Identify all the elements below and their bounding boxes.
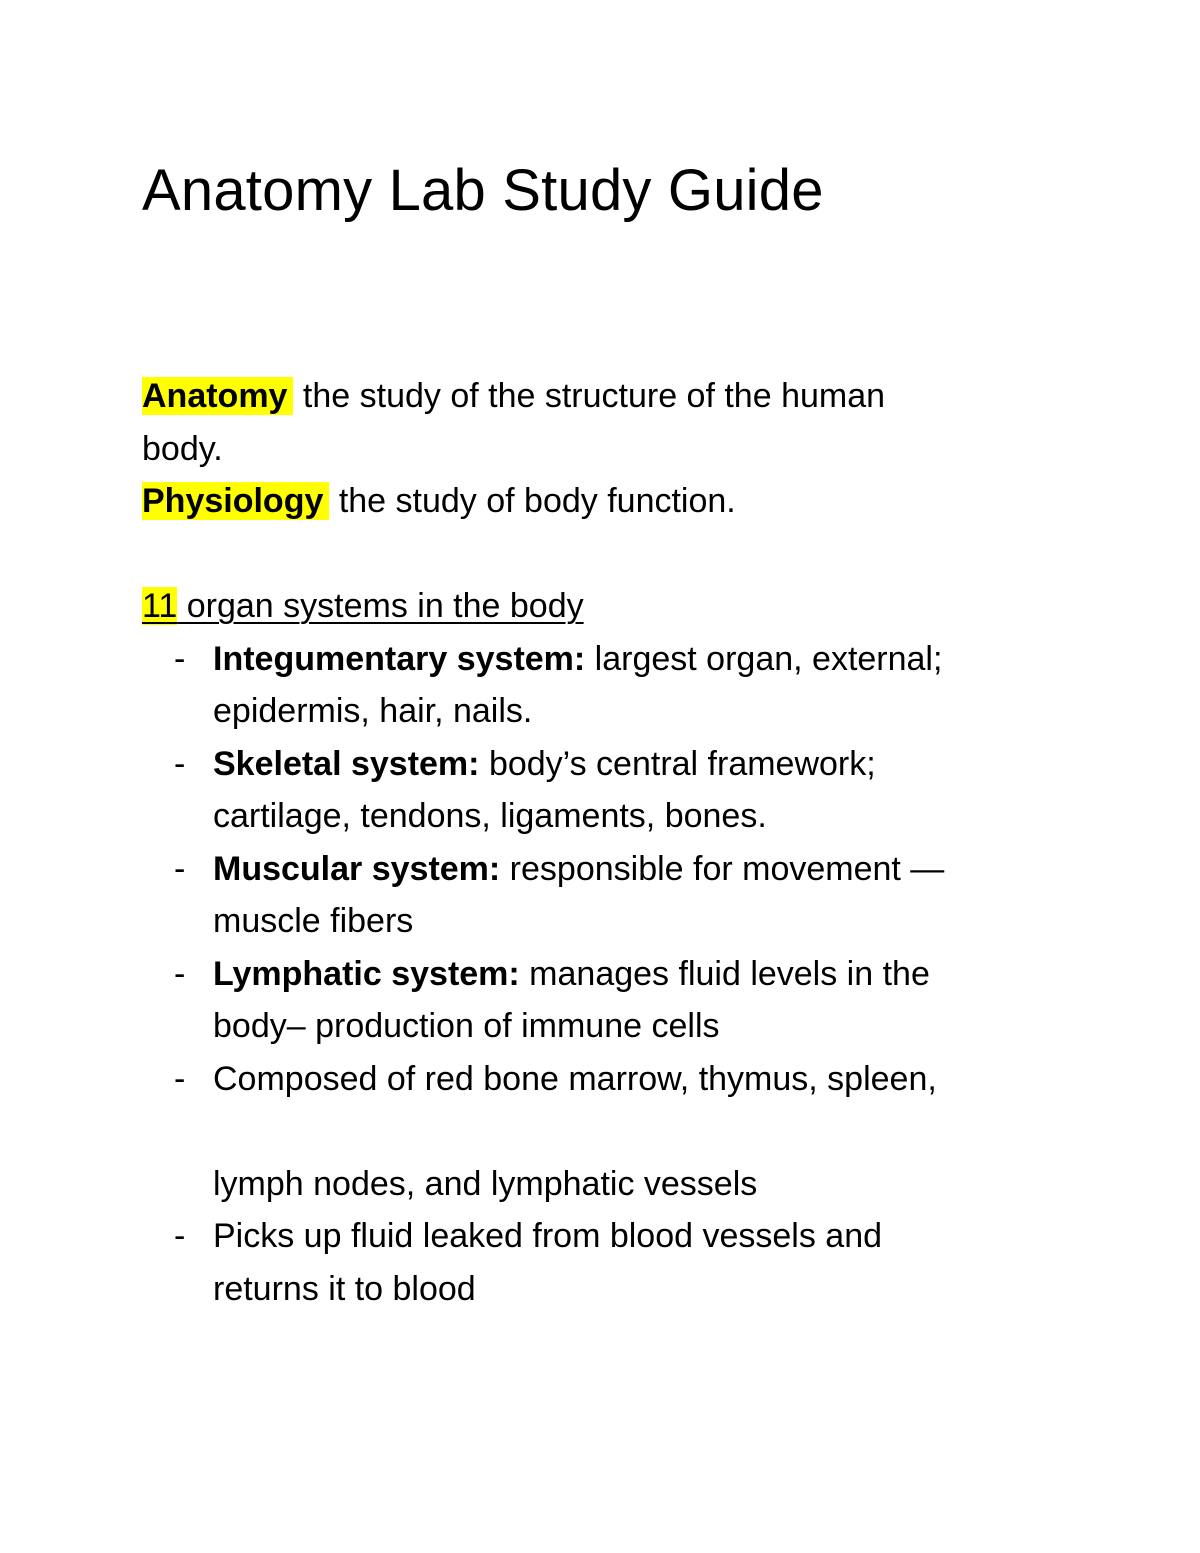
bullet-text: Picks up fluid leaked from blood vessels and: [213, 1217, 883, 1255]
list-item: [142, 843, 1092, 948]
bullet-text: body’s central framework;: [479, 744, 876, 783]
spacer: [142, 528, 1092, 581]
dash-bullet: -: [174, 849, 186, 888]
dash-bullet: -: [174, 1059, 186, 1098]
organ-count: 11: [142, 587, 178, 625]
list-item: [142, 948, 1092, 1053]
definition-anatomy: [142, 370, 1092, 423]
term-anatomy: Anatomy: [142, 377, 293, 415]
document-body: [142, 370, 1092, 1315]
bullet-text: largest organ, external;: [585, 639, 943, 678]
organ-systems-list: [142, 633, 1092, 1316]
list-item: [142, 1210, 1092, 1315]
dash-bullet: -: [174, 954, 186, 993]
bullet-text: manages fluid levels in the: [519, 954, 930, 993]
definition-physiology-text: the study of body function.: [329, 482, 736, 520]
dash-bullet: -: [174, 1217, 186, 1255]
bullet-text-continued: body– production of immune cells: [213, 1007, 720, 1045]
bullet-term: Integumentary system:: [213, 639, 586, 678]
list-item: [142, 738, 1092, 843]
term-physiology: Physiology: [142, 482, 329, 520]
organ-systems-heading: [142, 580, 1092, 633]
definition-anatomy-continued: body.: [142, 429, 223, 468]
bullet-term: Lymphatic system:: [213, 954, 520, 993]
bullet-text: Composed of red bone marrow, thymus, spleen,: [213, 1059, 937, 1098]
definition-physiology: [142, 475, 1092, 528]
bullet-term: Muscular system:: [213, 849, 501, 888]
bullet-text-continued: returns it to blood: [213, 1269, 476, 1308]
organ-heading-text: organ systems in the body: [177, 587, 584, 625]
definition-anatomy-text: the study of the structure of the human: [293, 377, 886, 415]
list-item: [142, 1053, 1092, 1211]
bullet-text-continued: epidermis, hair, nails.: [213, 692, 533, 730]
bullet-text-continued: lymph nodes, and lymphatic vessels: [213, 1164, 758, 1203]
dash-bullet: -: [174, 639, 186, 678]
bullet-text-continued: cartilage, tendons, ligaments, bones.: [213, 797, 767, 835]
bullet-text: responsible for movement —: [500, 849, 945, 888]
document-title: Anatomy Lab Study Guide: [142, 158, 824, 223]
bullet-term: Skeletal system:: [213, 744, 480, 783]
list-item: [142, 633, 1092, 738]
spacer: [213, 1105, 1092, 1158]
dash-bullet: -: [174, 744, 186, 783]
bullet-text-continued: muscle fibers: [213, 902, 414, 940]
